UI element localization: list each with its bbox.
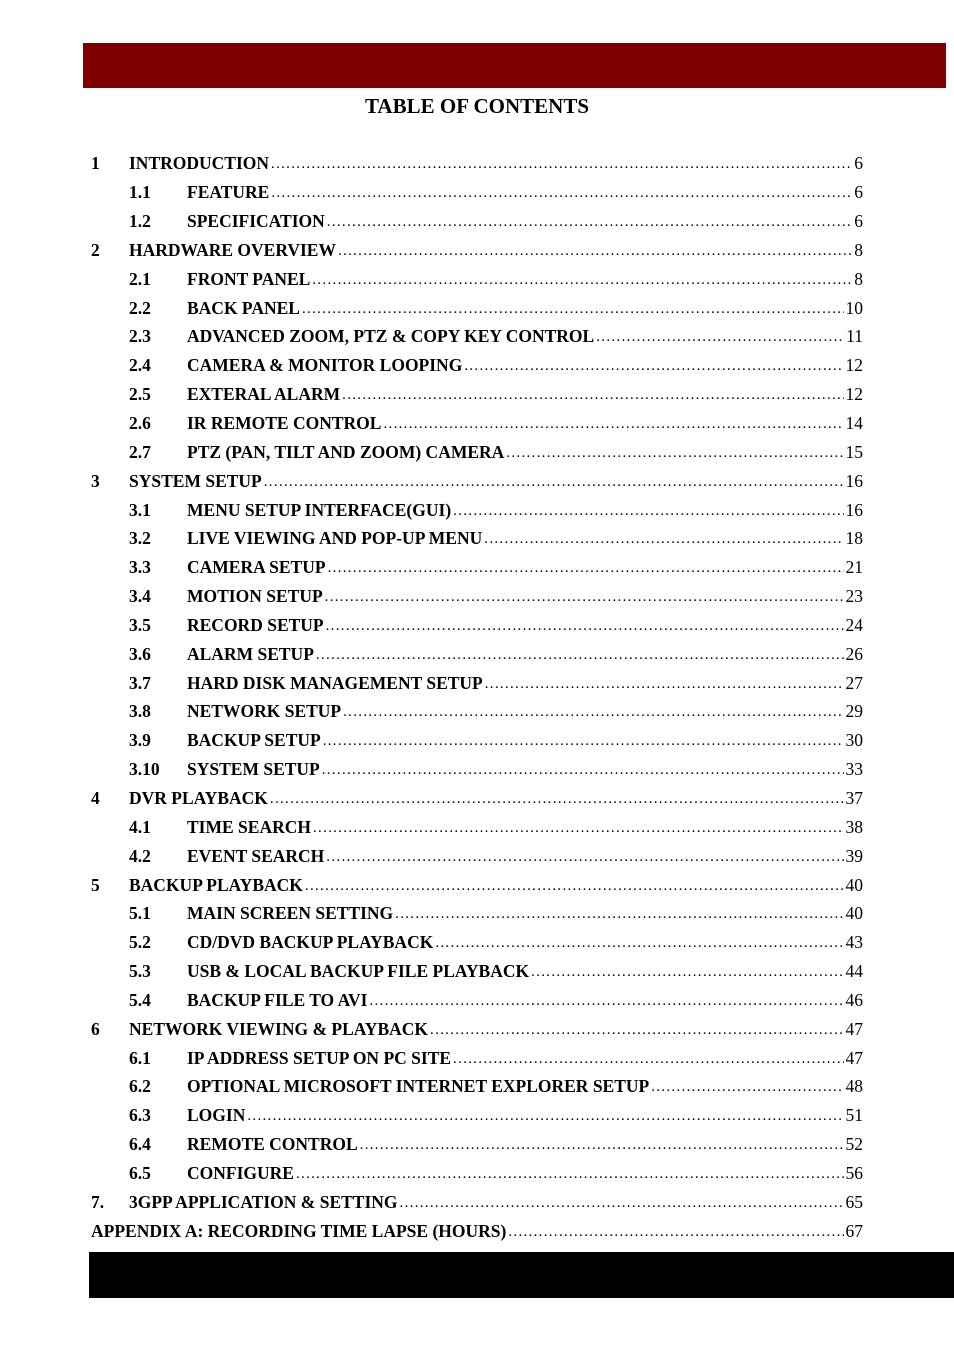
toc-entry-title: DVR PLAYBACK (129, 787, 268, 808)
toc-dot-leader (305, 875, 844, 895)
toc-dot-leader (247, 1105, 843, 1125)
toc-entry[interactable] (91, 870, 863, 899)
toc-entry-number: 2.5 (129, 384, 151, 405)
toc-entry-page-number: 44 (845, 961, 863, 982)
toc-entry-page-number: 16 (845, 499, 863, 520)
toc-entry-page-number: 29 (845, 701, 863, 722)
toc-dot-leader (360, 1134, 844, 1154)
toc-dot-leader (325, 586, 844, 606)
toc-dot-leader (651, 1076, 843, 1096)
toc-entry-title: FRONT PANEL (187, 268, 311, 289)
toc-entry[interactable] (91, 322, 863, 351)
toc-entry-page-number: 6 (854, 182, 863, 203)
toc-entry-number: 3.3 (129, 557, 151, 578)
toc-entry-number: 3.1 (129, 499, 151, 520)
toc-entry[interactable] (91, 380, 863, 409)
toc-dot-leader (296, 1163, 844, 1183)
toc-entry-title: TIME SEARCH (187, 816, 311, 837)
toc-entry-page-number: 51 (845, 1105, 863, 1126)
toc-dot-leader (395, 903, 843, 923)
toc-entry-number: 3.7 (129, 672, 151, 693)
toc-dot-leader (383, 413, 843, 433)
page-title: TABLE OF CONTENTS (364, 94, 590, 118)
toc-dot-leader (326, 615, 844, 635)
toc-entry-page-number: 11 (846, 326, 863, 347)
toc-dot-leader (430, 1019, 843, 1039)
toc-entry-title: HARD DISK MANAGEMENT SETUP (187, 672, 483, 693)
toc-entry-page-number: 10 (845, 297, 863, 318)
toc-entry[interactable] (91, 351, 863, 380)
toc-entry-title: NETWORK VIEWING & PLAYBACK (129, 1018, 429, 1039)
toc-entry[interactable] (91, 1043, 863, 1072)
toc-entry[interactable] (91, 293, 863, 322)
toc-entry[interactable] (91, 264, 863, 293)
toc-entry-number: 5.4 (129, 989, 151, 1010)
toc-entry-title: REMOTE CONTROL (187, 1134, 358, 1155)
toc-entry-title: BACK PANEL (187, 297, 300, 318)
toc-dot-leader (323, 730, 844, 750)
toc-entry[interactable] (91, 784, 863, 813)
toc-entry[interactable] (91, 207, 863, 236)
toc-entry[interactable] (91, 841, 863, 870)
toc-entry-page-number: 40 (845, 903, 863, 924)
toc-entry-number: 6.1 (129, 1047, 151, 1068)
toc-dot-leader (313, 817, 844, 837)
toc-entry-number: 5.3 (129, 961, 151, 982)
toc-entry-number: 3.10 (129, 759, 160, 780)
toc-entry-page-number: 40 (845, 874, 863, 895)
toc-entry-page-number: 21 (845, 557, 863, 578)
toc-dot-leader (369, 990, 843, 1010)
toc-entry-page-number: 24 (845, 614, 863, 635)
toc-entry-number: 1.1 (129, 182, 151, 203)
toc-entry-page-number: 18 (845, 528, 863, 549)
toc-dot-leader (596, 326, 844, 346)
toc-dot-leader (506, 442, 843, 462)
toc-entry-number: 2.3 (129, 326, 151, 347)
toc-entry-title: SYSTEM SETUP (187, 759, 320, 780)
toc-entry-title: BACKUP PLAYBACK (129, 874, 303, 895)
toc-dot-leader (508, 1221, 843, 1241)
toc-dot-leader (343, 701, 843, 721)
toc-entry-number: 6 (91, 1018, 100, 1039)
toc-entry-title: SYSTEM SETUP (129, 470, 262, 491)
toc-dot-leader (316, 644, 844, 664)
toc-entry-title: EVENT SEARCH (187, 845, 325, 866)
toc-dot-leader (328, 557, 844, 577)
toc-entry[interactable] (91, 178, 863, 207)
toc-entry[interactable] (91, 985, 863, 1014)
toc-entry[interactable] (91, 437, 863, 466)
toc-entry-page-number: 27 (845, 672, 863, 693)
toc-entry-page-number: 23 (845, 586, 863, 607)
toc-entry-title: INTRODUCTION (129, 153, 270, 174)
table-of-contents (91, 149, 863, 1245)
toc-entry-title: MOTION SETUP (187, 586, 323, 607)
toc-entry-page-number: 67 (845, 1220, 863, 1241)
toc-entry-page-number: 46 (845, 989, 863, 1010)
toc-entry[interactable] (91, 639, 863, 668)
toc-entry-page-number: 30 (845, 730, 863, 751)
toc-dot-leader (338, 240, 852, 260)
toc-entry-number: 4 (91, 787, 100, 808)
toc-entry[interactable] (91, 582, 863, 611)
toc-entry-number: 5.2 (129, 932, 151, 953)
toc-entry[interactable] (91, 726, 863, 755)
toc-entry-title: NETWORK SETUP (187, 701, 342, 722)
toc-entry[interactable] (91, 1014, 863, 1043)
toc-entry-page-number: 47 (845, 1047, 863, 1068)
toc-dot-leader (453, 500, 843, 520)
toc-entry-page-number: 33 (845, 759, 863, 780)
toc-entry-page-number: 47 (845, 1018, 863, 1039)
toc-entry-title: OPTIONAL MICROSOFT INTERNET EXPLORER SETUP (187, 1076, 650, 1097)
toc-entry[interactable] (91, 495, 863, 524)
toc-entry[interactable] (91, 697, 863, 726)
toc-entry-title: CONFIGURE (187, 1162, 294, 1183)
toc-entry-title: ADVANCED ZOOM, PTZ & COPY KEY CONTROL (187, 326, 595, 347)
toc-entry-title: MAIN SCREEN SETTING (187, 903, 394, 924)
toc-entry-number: 3.2 (129, 528, 151, 549)
toc-entry-title: SPECIFICATION (187, 211, 325, 232)
toc-dot-leader (302, 298, 844, 318)
toc-entry[interactable] (91, 668, 863, 697)
toc-entry-number: 2.2 (129, 297, 151, 318)
toc-entry-number: 2.7 (129, 441, 151, 462)
toc-entry-number: 3.8 (129, 701, 151, 722)
toc-entry[interactable] (91, 409, 863, 438)
toc-entry-title: CAMERA SETUP (187, 557, 326, 578)
toc-entry-page-number: 48 (845, 1076, 863, 1097)
toc-entry[interactable] (91, 755, 863, 784)
toc-entry-page-number: 37 (845, 787, 863, 808)
toc-entry-number: 1 (91, 153, 100, 174)
toc-entry-number: 2.1 (129, 268, 151, 289)
toc-entry-title: CD/DVD BACKUP PLAYBACK (187, 932, 434, 953)
toc-entry-number: 7. (91, 1191, 105, 1212)
toc-entry[interactable] (91, 466, 863, 495)
toc-entry[interactable] (91, 1130, 863, 1159)
toc-entry[interactable] (91, 524, 863, 553)
toc-dot-leader (271, 182, 852, 202)
toc-dot-leader (270, 788, 844, 808)
toc-entry-title: LOGIN (187, 1105, 246, 1126)
toc-entry-number: 6.5 (129, 1162, 151, 1183)
toc-entry-title: ALARM SETUP (187, 643, 314, 664)
toc-dot-leader (271, 153, 852, 173)
toc-entry-number: 1.2 (129, 211, 151, 232)
toc-entry-page-number: 39 (845, 845, 863, 866)
toc-entry-title: APPENDIX A: RECORDING TIME LAPSE (HOURS) (91, 1220, 507, 1241)
toc-entry-number: 6.4 (129, 1134, 151, 1155)
toc-entry[interactable] (91, 812, 863, 841)
toc-dot-leader (326, 846, 843, 866)
toc-entry-page-number: 56 (845, 1162, 863, 1183)
toc-entry[interactable] (91, 928, 863, 957)
footer-bar (89, 1252, 954, 1298)
toc-entry-title: BACKUP FILE TO AVI (187, 989, 368, 1010)
toc-entry-title: HARDWARE OVERVIEW (129, 239, 336, 260)
toc-entry-page-number: 52 (845, 1134, 863, 1155)
toc-entry-number: 4.1 (129, 816, 151, 837)
toc-dot-leader (400, 1192, 844, 1212)
toc-entry[interactable] (91, 899, 863, 928)
toc-entry-page-number: 16 (845, 470, 863, 491)
toc-entry-page-number: 15 (845, 441, 863, 462)
toc-entry[interactable] (91, 611, 863, 640)
toc-entry-title: MENU SETUP INTERFACE(GUI) (187, 499, 452, 520)
toc-entry[interactable] (91, 1101, 863, 1130)
toc-entry[interactable] (91, 1072, 863, 1101)
toc-entry-page-number: 12 (845, 384, 863, 405)
toc-entry-page-number: 38 (845, 816, 863, 837)
toc-entry[interactable] (91, 149, 863, 178)
toc-entry-number: 5.1 (129, 903, 151, 924)
toc-entry-title: IP ADDRESS SETUP ON PC SITE (187, 1047, 452, 1068)
toc-entry[interactable] (91, 553, 863, 582)
toc-dot-leader (484, 528, 843, 548)
toc-entry-title: LIVE VIEWING AND POP-UP MENU (187, 528, 483, 549)
toc-dot-leader (453, 1048, 843, 1068)
toc-dot-leader (327, 211, 852, 231)
toc-dot-leader (342, 384, 843, 404)
toc-entry[interactable] (91, 1187, 863, 1216)
toc-entry-page-number: 6 (854, 153, 863, 174)
toc-entry-page-number: 12 (845, 355, 863, 376)
toc-entry-number: 4.2 (129, 845, 151, 866)
toc-dot-leader (464, 355, 843, 375)
toc-entry-number: 3.5 (129, 614, 151, 635)
toc-entry-title: 3GPP APPLICATION & SETTING (129, 1191, 398, 1212)
toc-entry[interactable] (91, 957, 863, 986)
toc-entry-number: 2.4 (129, 355, 151, 376)
toc-entry-number: 3 (91, 470, 100, 491)
toc-entry-number: 6.3 (129, 1105, 151, 1126)
toc-entry-title: PTZ (PAN, TILT AND ZOOM) CAMERA (187, 441, 505, 462)
toc-entry-number: 3.6 (129, 643, 151, 664)
toc-entry-page-number: 8 (854, 268, 863, 289)
toc-entry-title: CAMERA & MONITOR LOOPING (187, 355, 463, 376)
toc-entry-title: BACKUP SETUP (187, 730, 321, 751)
toc-entry[interactable] (91, 1216, 863, 1245)
toc-dot-leader (322, 759, 844, 779)
toc-entry-page-number: 26 (845, 643, 863, 664)
toc-entry[interactable] (91, 236, 863, 265)
toc-entry-page-number: 65 (845, 1191, 863, 1212)
toc-entry-page-number: 14 (845, 413, 863, 434)
toc-entry[interactable] (91, 1159, 863, 1188)
toc-entry-number: 5 (91, 874, 100, 895)
toc-entry-number: 3.4 (129, 586, 151, 607)
toc-entry-number: 3.9 (129, 730, 151, 751)
toc-dot-leader (531, 961, 843, 981)
toc-dot-leader (435, 932, 843, 952)
toc-entry-title: EXTERAL ALARM (187, 384, 341, 405)
toc-entry-title: RECORD SETUP (187, 614, 324, 635)
header-bar (83, 43, 946, 88)
toc-entry-number: 2 (91, 239, 100, 260)
toc-entry-title: USB & LOCAL BACKUP FILE PLAYBACK (187, 961, 530, 982)
toc-entry-title: FEATURE (187, 182, 270, 203)
toc-entry-page-number: 8 (854, 239, 863, 260)
toc-entry-page-number: 43 (845, 932, 863, 953)
toc-entry-page-number: 6 (854, 211, 863, 232)
toc-entry-number: 6.2 (129, 1076, 151, 1097)
toc-dot-leader (312, 269, 852, 289)
toc-entry-title: IR REMOTE CONTROL (187, 413, 382, 434)
toc-dot-leader (485, 673, 844, 693)
toc-dot-leader (264, 471, 844, 491)
toc-entry-number: 2.6 (129, 413, 151, 434)
